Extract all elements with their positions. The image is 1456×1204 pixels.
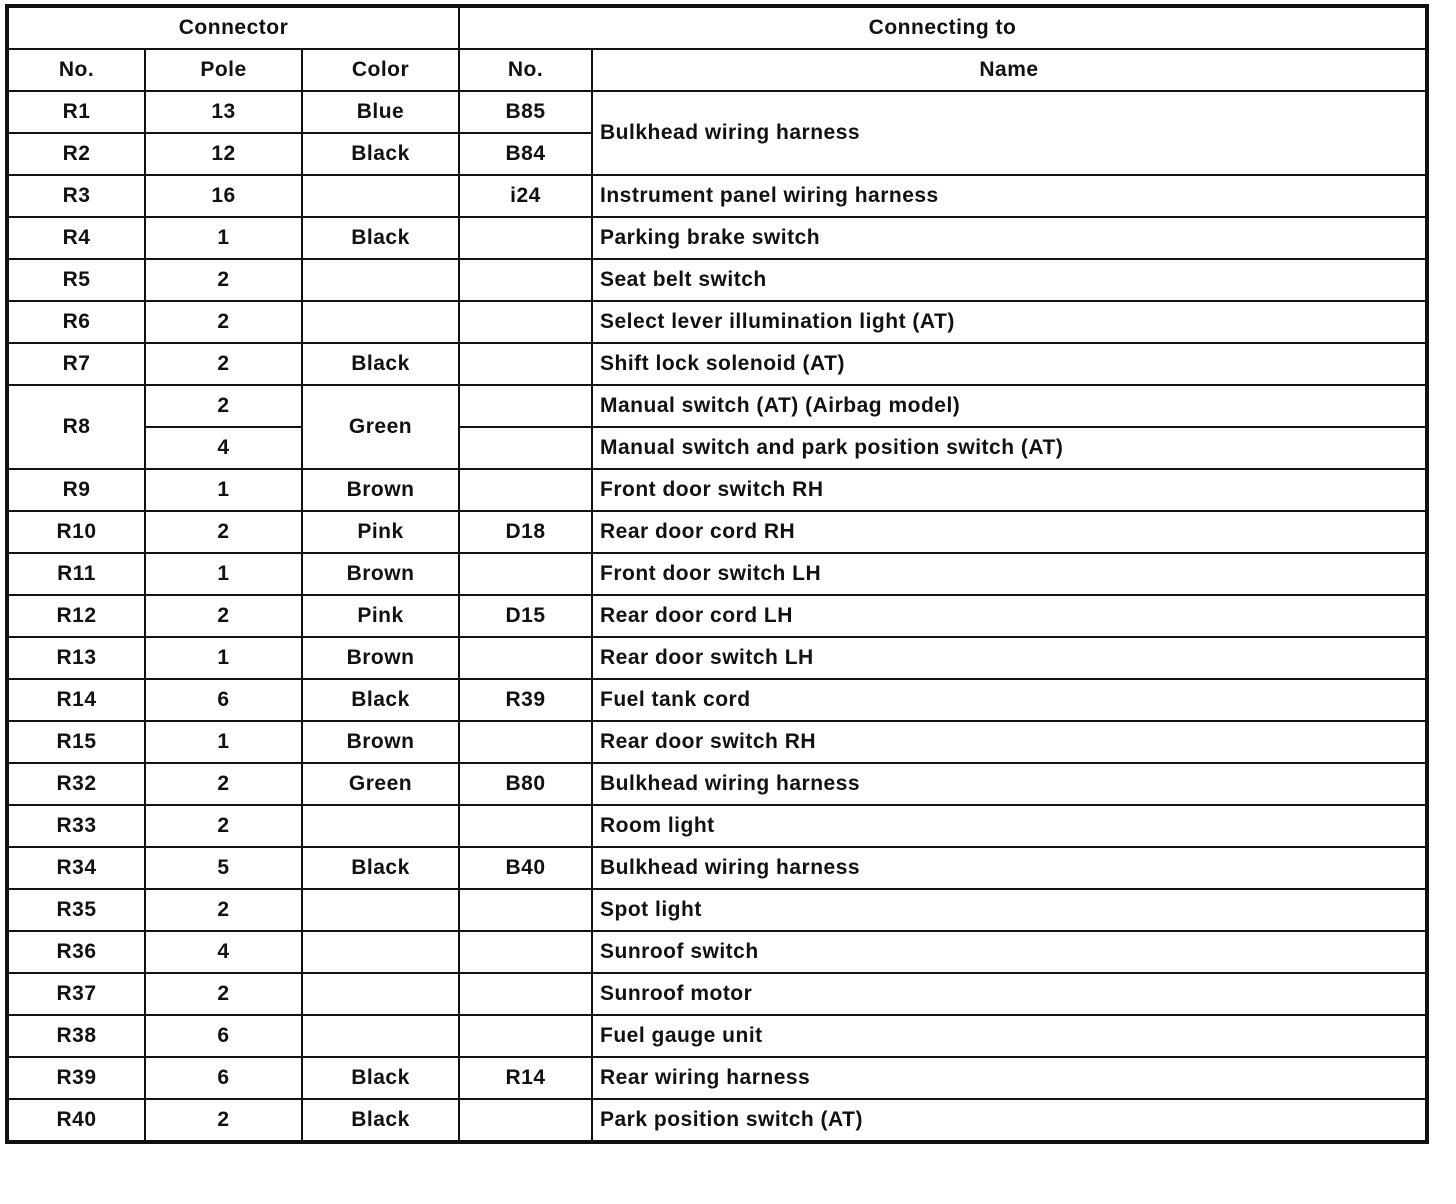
cell-pole: 5 [145, 847, 302, 889]
cell-color: Black [302, 1099, 459, 1142]
cell-name: Manual switch and park position switch (AT) [592, 427, 1427, 469]
cell-to-no [459, 553, 592, 595]
cell-pole: 2 [145, 889, 302, 931]
table-row [7, 679, 1427, 721]
cell-pole: 6 [145, 1015, 302, 1057]
cell-no: R10 [7, 511, 145, 553]
cell-to-no [459, 973, 592, 1015]
cell-to-no [459, 805, 592, 847]
table-row [7, 931, 1427, 973]
cell-color [302, 1015, 459, 1057]
cell-color: Brown [302, 553, 459, 595]
cell-color: Black [302, 1057, 459, 1099]
cell-name: Rear door cord LH [592, 595, 1427, 637]
cell-color: Pink [302, 595, 459, 637]
cell-no: R6 [7, 301, 145, 343]
cell-name: Front door switch RH [592, 469, 1427, 511]
cell-color: Blue [302, 91, 459, 133]
cell-name: Shift lock solenoid (AT) [592, 343, 1427, 385]
cell-color [302, 931, 459, 973]
cell-color [302, 889, 459, 931]
table-row [7, 511, 1427, 553]
connector-table-wrapper [5, 4, 1429, 1144]
cell-name: Fuel gauge unit [592, 1015, 1427, 1057]
cell-pole: 2 [145, 343, 302, 385]
table-row [7, 805, 1427, 847]
cell-no: R13 [7, 637, 145, 679]
table-row [7, 973, 1427, 1015]
cell-no: R32 [7, 763, 145, 805]
cell-no: R34 [7, 847, 145, 889]
cell-name: Fuel tank cord [592, 679, 1427, 721]
cell-name: Instrument panel wiring harness [592, 175, 1427, 217]
cell-to-no [459, 1099, 592, 1142]
cell-pole: 13 [145, 91, 302, 133]
cell-pole: 1 [145, 469, 302, 511]
cell-no: R33 [7, 805, 145, 847]
cell-to-no [459, 889, 592, 931]
table-row [7, 637, 1427, 679]
cell-to-no: i24 [459, 175, 592, 217]
header-to-no: No. [459, 49, 592, 91]
cell-pole: 1 [145, 217, 302, 259]
table-row [7, 259, 1427, 301]
header-pole: Pole [145, 49, 302, 91]
cell-pole: 1 [145, 637, 302, 679]
table-row [7, 1015, 1427, 1057]
table-row [7, 1057, 1427, 1099]
cell-pole: 2 [145, 595, 302, 637]
group-header-row [7, 6, 1427, 49]
table-row [7, 1099, 1427, 1142]
cell-no: R38 [7, 1015, 145, 1057]
cell-color: Black [302, 679, 459, 721]
header-no: No. [7, 49, 145, 91]
cell-color: Pink [302, 511, 459, 553]
cell-no: R2 [7, 133, 145, 175]
cell-to-no [459, 721, 592, 763]
cell-name: Rear door cord RH [592, 511, 1427, 553]
table-body [7, 91, 1427, 1142]
header-connecting-to: Connecting to [459, 6, 1427, 49]
cell-pole: 2 [145, 385, 302, 427]
cell-color: Black [302, 133, 459, 175]
cell-no: R35 [7, 889, 145, 931]
cell-name: Rear door switch RH [592, 721, 1427, 763]
cell-pole: 4 [145, 427, 302, 469]
table-row [7, 175, 1427, 217]
cell-color [302, 301, 459, 343]
cell-no: R15 [7, 721, 145, 763]
cell-no: R9 [7, 469, 145, 511]
cell-no: R7 [7, 343, 145, 385]
cell-color [302, 805, 459, 847]
table-row [7, 889, 1427, 931]
table-row [7, 343, 1427, 385]
cell-color: Black [302, 847, 459, 889]
cell-to-no: R39 [459, 679, 592, 721]
cell-no: R8 [7, 385, 145, 469]
cell-no: R37 [7, 973, 145, 1015]
header-color: Color [302, 49, 459, 91]
cell-pole: 2 [145, 1099, 302, 1142]
cell-to-no [459, 343, 592, 385]
cell-to-no: B85 [459, 91, 592, 133]
cell-pole: 2 [145, 805, 302, 847]
cell-no: R12 [7, 595, 145, 637]
cell-to-no [459, 385, 592, 427]
cell-pole: 4 [145, 931, 302, 973]
header-connector: Connector [7, 6, 459, 49]
cell-name: Seat belt switch [592, 259, 1427, 301]
cell-no: R5 [7, 259, 145, 301]
cell-no: R36 [7, 931, 145, 973]
cell-to-no [459, 427, 592, 469]
cell-pole: 2 [145, 301, 302, 343]
cell-color: Green [302, 385, 459, 469]
cell-no: R14 [7, 679, 145, 721]
table-row [7, 553, 1427, 595]
cell-pole: 2 [145, 763, 302, 805]
cell-name: Room light [592, 805, 1427, 847]
cell-no: R3 [7, 175, 145, 217]
cell-pole: 2 [145, 973, 302, 1015]
table-row [7, 469, 1427, 511]
cell-color: Brown [302, 721, 459, 763]
cell-no: R39 [7, 1057, 145, 1099]
cell-pole: 1 [145, 553, 302, 595]
cell-to-no [459, 1015, 592, 1057]
cell-name: Park position switch (AT) [592, 1099, 1427, 1142]
cell-to-no: B40 [459, 847, 592, 889]
cell-no: R40 [7, 1099, 145, 1142]
cell-to-no: D18 [459, 511, 592, 553]
cell-to-no [459, 259, 592, 301]
table-row [7, 763, 1427, 805]
cell-pole: 2 [145, 511, 302, 553]
cell-name: Bulkhead wiring harness [592, 763, 1427, 805]
cell-name: Rear wiring harness [592, 1057, 1427, 1099]
cell-name: Manual switch (AT) (Airbag model) [592, 385, 1427, 427]
cell-pole: 16 [145, 175, 302, 217]
cell-name: Spot light [592, 889, 1427, 931]
cell-to-no: B84 [459, 133, 592, 175]
cell-pole: 6 [145, 679, 302, 721]
cell-name: Bulkhead wiring harness [592, 847, 1427, 889]
cell-to-no: D15 [459, 595, 592, 637]
cell-color: Black [302, 217, 459, 259]
cell-name: Rear door switch LH [592, 637, 1427, 679]
cell-color [302, 973, 459, 1015]
cell-color [302, 175, 459, 217]
cell-color: Brown [302, 637, 459, 679]
connector-table [5, 4, 1429, 1144]
table-row [7, 217, 1427, 259]
cell-pole: 2 [145, 259, 302, 301]
cell-pole: 12 [145, 133, 302, 175]
cell-pole: 6 [145, 1057, 302, 1099]
cell-name: Select lever illumination light (AT) [592, 301, 1427, 343]
cell-name: Front door switch LH [592, 553, 1427, 595]
cell-color: Black [302, 343, 459, 385]
cell-to-no [459, 931, 592, 973]
cell-pole: 1 [145, 721, 302, 763]
cell-name: Sunroof motor [592, 973, 1427, 1015]
cell-no: R4 [7, 217, 145, 259]
table-row [7, 721, 1427, 763]
cell-to-no: R14 [459, 1057, 592, 1099]
cell-name: Bulkhead wiring harness [592, 91, 1427, 175]
cell-to-no: B80 [459, 763, 592, 805]
cell-no: R11 [7, 553, 145, 595]
table-row [7, 91, 1427, 133]
cell-name: Parking brake switch [592, 217, 1427, 259]
table-row [7, 847, 1427, 889]
cell-to-no [459, 301, 592, 343]
cell-to-no [459, 469, 592, 511]
cell-name: Sunroof switch [592, 931, 1427, 973]
table-row [7, 385, 1427, 427]
cell-to-no [459, 217, 592, 259]
column-header-row [7, 49, 1427, 91]
cell-color: Brown [302, 469, 459, 511]
header-name: Name [592, 49, 1427, 91]
cell-no: R1 [7, 91, 145, 133]
table-row [7, 595, 1427, 637]
table-row [7, 427, 1427, 469]
cell-color [302, 259, 459, 301]
cell-to-no [459, 637, 592, 679]
cell-color: Green [302, 763, 459, 805]
table-row [7, 301, 1427, 343]
